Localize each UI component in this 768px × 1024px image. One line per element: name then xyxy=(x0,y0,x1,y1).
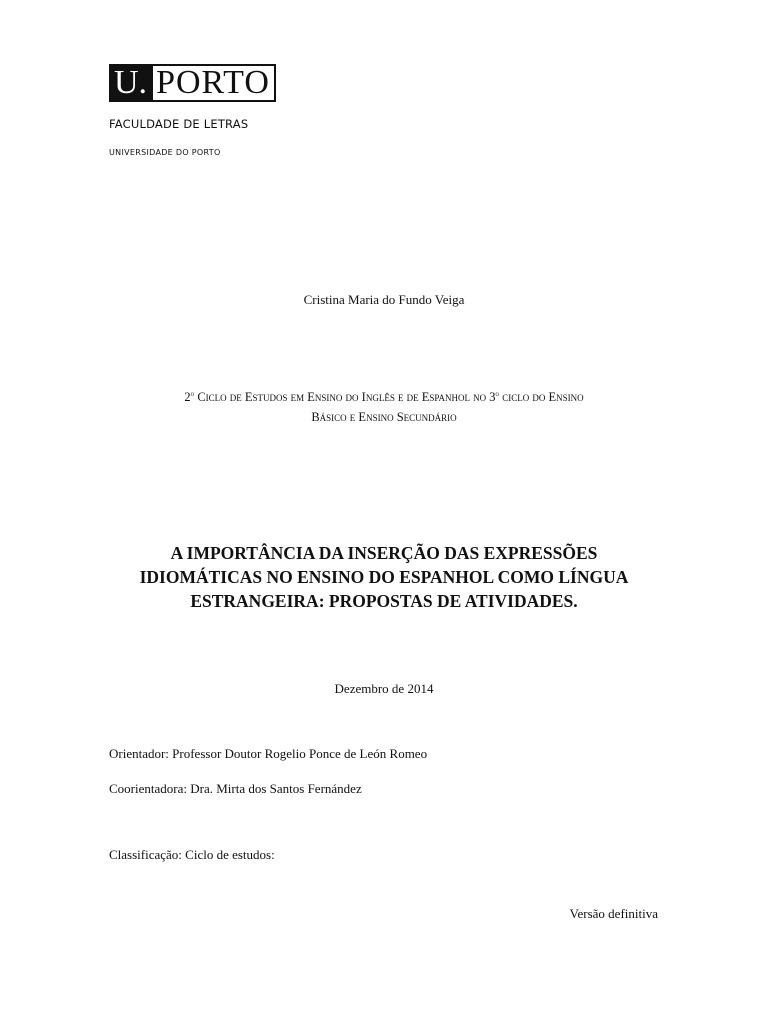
title-line-3: ESTRANGEIRA: PROPOSTAS DE ATIVIDADES. xyxy=(190,591,578,611)
study-program xyxy=(0,384,768,427)
advisor: Orientador: Professor Doutor Rogelio Ponce de León Romeo xyxy=(109,746,428,761)
program-line-2: Básico e Ensino Secundário xyxy=(311,410,457,424)
thesis-title xyxy=(0,541,768,613)
uporto-logo xyxy=(109,64,276,102)
author-name: Cristina Maria do Fundo Veiga xyxy=(303,292,465,307)
version-label: Versão definitiva xyxy=(569,906,658,921)
university-name: UNIVERSIDADE DO PORTO xyxy=(109,148,221,157)
title-line-1: A IMPORTÂNCIA DA INSERÇÃO DAS EXPRESSÕES xyxy=(170,543,598,563)
title-line-2: IDIOMÁTICAS NO ENSINO DO ESPANHOL COMO LÍNGUA xyxy=(139,567,629,587)
program-line-1: 2$^o$ Ciclo de Estudos em Ensino do Inglês e de Espanhol no 3$^o$ ciclo do Ensino xyxy=(184,390,584,404)
classification: Classificação: Ciclo de estudos: xyxy=(109,847,275,862)
coadvisor: Coorientadora: Dra. Mirta dos Santos Fernández xyxy=(109,781,362,796)
faculty-name: FACULDADE DE LETRAS xyxy=(109,117,249,131)
logo-porto-wordmark: PORTO xyxy=(153,64,276,102)
submission-date: Dezembro de 2014 xyxy=(334,681,434,696)
logo-u-mark: U. xyxy=(109,64,153,102)
